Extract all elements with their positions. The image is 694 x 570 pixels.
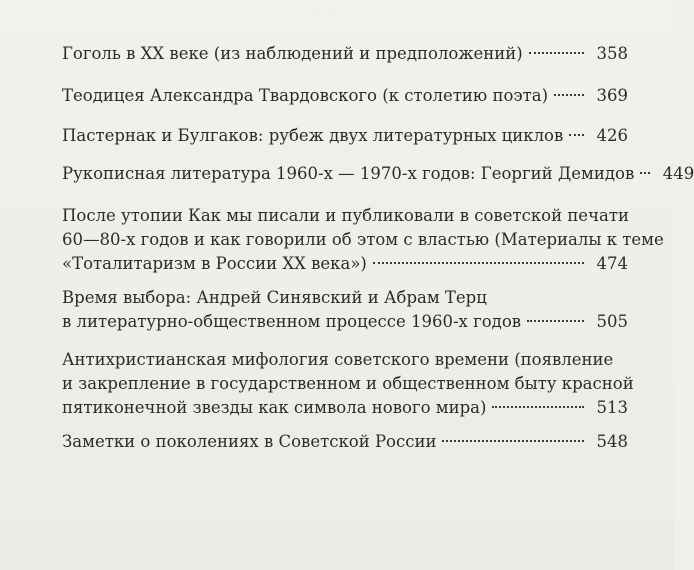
toc-entry-title: Пастернак и Булгаков: рубеж двух литературных циклов [62, 126, 564, 145]
dot-leader [442, 440, 584, 442]
dot-leader [529, 52, 584, 54]
toc-entry-line: После утопии Как мы писали и публиковали в советской печати [62, 206, 629, 225]
toc-entry-title: Рукописная литература 1960-х — 1970-х годов: Георгий Демидов [62, 164, 635, 183]
bleed-through-decoration: ····· [310, 4, 340, 18]
dot-leader [640, 172, 650, 174]
toc-page-number: 449 [662, 164, 694, 183]
toc-entry-line: и закрепление в государственном и общественном быту красной [62, 374, 634, 393]
toc-page-number: 426 [596, 126, 628, 145]
toc-entry[interactable] [62, 162, 694, 186]
dot-leader [554, 94, 584, 96]
toc-entry[interactable] [62, 204, 664, 276]
toc-entry-line: 60—80-х годов и как говорили об этом с властью (Материалы к теме [62, 230, 664, 249]
toc-entry-title: пятиконечной звезды как символа нового мира) [62, 398, 487, 417]
toc-entry[interactable] [62, 286, 628, 334]
toc-page-number: 513 [596, 398, 628, 417]
toc-entry-title: в литературно-общественном процессе 1960-х годов [62, 312, 522, 331]
toc-entry[interactable] [62, 348, 634, 420]
toc-entry[interactable] [62, 42, 628, 66]
toc-page-number: 474 [596, 254, 628, 273]
toc-entry-line: Антихристианская мифология советского времени (появление [62, 350, 614, 369]
toc-entry[interactable] [62, 124, 628, 148]
dot-leader [527, 320, 584, 322]
toc-page-number: 358 [596, 44, 628, 63]
toc-entry[interactable] [62, 84, 628, 108]
toc-page-number: 548 [596, 432, 628, 451]
toc-entry-title: Гоголь в XX веке (из наблюдений и предположений) [62, 44, 523, 63]
toc-entry-line: Время выбора: Андрей Синявский и Абрам Терц [62, 288, 487, 307]
toc-page-number: 369 [596, 86, 628, 105]
dot-leader [492, 406, 584, 408]
toc-entry[interactable] [62, 430, 628, 454]
toc-page-number: 505 [596, 312, 628, 331]
dot-leader [373, 262, 584, 264]
toc-entry-title: Заметки о поколениях в Советской России [62, 432, 437, 451]
toc-entry-title: Теодицея Александра Твардовского (к столетию поэта) [62, 86, 549, 105]
toc-entry-title: «Тоталитаризм в России XX века») [62, 254, 367, 273]
dot-leader [569, 134, 584, 136]
